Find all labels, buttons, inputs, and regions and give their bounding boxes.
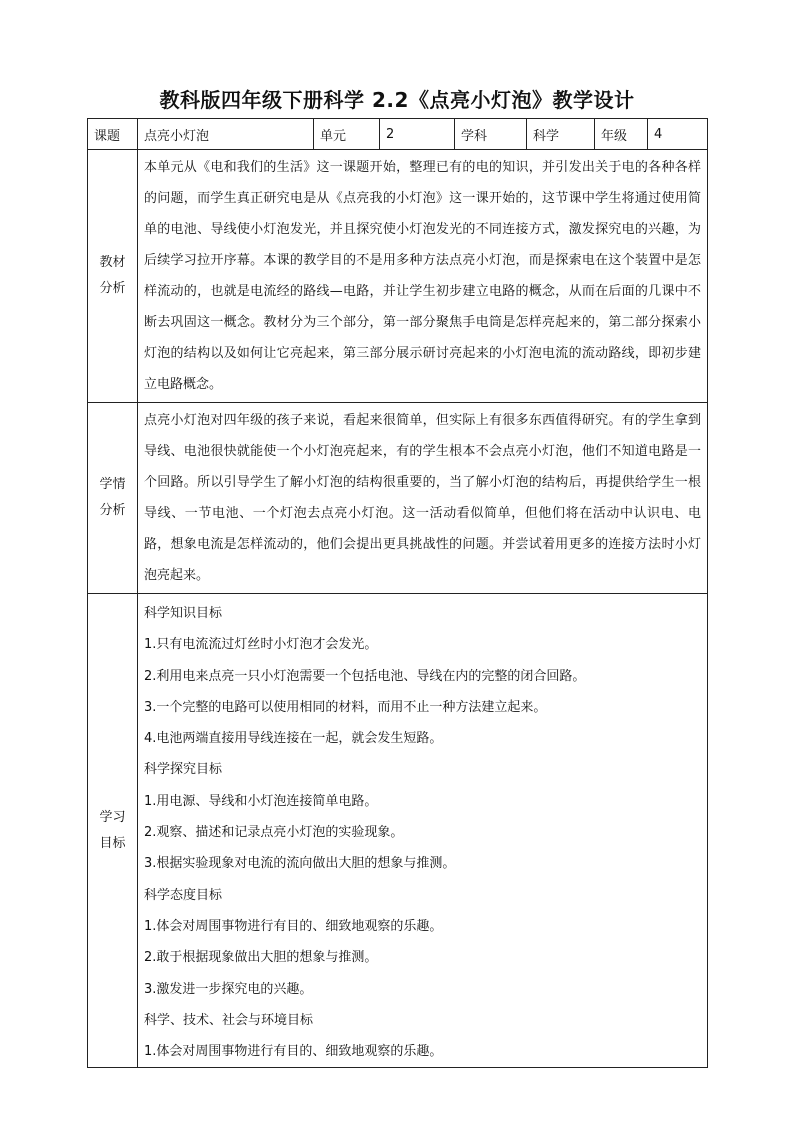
objective-item: 3.激发进一步探究电的兴趣。 bbox=[144, 981, 313, 997]
textbook-analysis-label: 教材 分析 bbox=[88, 150, 138, 403]
unit-label: 单元 bbox=[314, 119, 380, 150]
textbook-analysis-row bbox=[88, 150, 708, 403]
objectives-row bbox=[88, 594, 708, 1068]
subject-label: 学科 bbox=[455, 119, 527, 150]
document-title: 教科版四年级下册科学 2.2《点亮小灯泡》教学设计 bbox=[159, 88, 635, 112]
unit-value: 2 bbox=[380, 119, 455, 150]
objective-heading: 科学探究目标 bbox=[144, 762, 223, 778]
objective-item: 4.电池两端直接用导线连接在一起，就会发生短路。 bbox=[144, 731, 443, 747]
objective-item: 3.一个完整的电路可以使用相同的材料，而用不止一种方法建立起来。 bbox=[144, 699, 547, 715]
objective-item: 1.用电源、导线和小灯泡连接简单电路。 bbox=[144, 793, 378, 809]
topic-label: 课题 bbox=[88, 119, 138, 150]
objective-item: 2.利用电来点亮一只小灯泡需要一个包括电池、导线在内的完整的闭合回路。 bbox=[144, 668, 586, 684]
header-row bbox=[88, 119, 708, 150]
objective-heading: 科学、技术、社会与环境目标 bbox=[144, 1012, 314, 1028]
grade-value: 4 bbox=[648, 119, 708, 150]
objectives-label: 学习 目标 bbox=[88, 594, 138, 1068]
objective-item: 1.体会对周围事物进行有目的、细致地观察的乐趣。 bbox=[144, 918, 443, 934]
objective-item: 1.只有电流流过灯丝时小灯泡才会发光。 bbox=[144, 637, 378, 653]
textbook-analysis-text: 本单元从《电和我们的生活》这一课题开始，整理已有的电的知识，并引发出关于电的各种各样的问题，而学生真正研究电是从《点亮我的小灯泡》这一课开始的，这节课中学生将通过使用简单的电池、导线使小灯泡发光，并且探究使小灯泡发光的不同连接方式，激发探究电的兴趣，为后续学习拉开序幕。本课的教学目的不是用多种方法点亮小灯泡，而是探索电在这个装置中是怎样流动的，也就是电流经的路线—电路，并让学生初步建立电路的概念，从而在后面的几课中不断去巩固这一概念。教材分为三个部分，第一部分聚焦手电筒是怎样亮起来的，第二部分探索小灯泡的结构以及如何让它亮起来，第三部分展示研讨亮起来的小灯泡电流的流动路线，即初步建立电路概念。 bbox=[138, 150, 708, 403]
objective-item: 2.观察、描述和记录点亮小灯泡的实验现象。 bbox=[144, 825, 404, 841]
objectives-list bbox=[138, 594, 708, 1068]
objective-heading: 科学知识目标 bbox=[144, 606, 223, 621]
student-analysis-label: 学情 分析 bbox=[88, 403, 138, 594]
student-analysis-text: 点亮小灯泡对四年级的孩子来说，看起来很简单，但实际上有很多东西值得研究。有的学生拿到导线、电池很快就能使一个小灯泡亮起来，有的学生根本不会点亮小灯泡，他们不知道电路是一个回路。所以引导学生了解小灯泡的结构很重要的，当了解小灯泡的结构后，再提供给学生一根导线、一节电池、一个灯泡去点亮小灯泡。这一活动看似简单，但他们将在活动中认识电、电路，想象电流是怎样流动的，他们会提出更具挑战性的问题。并尝试着用更多的连接方法时小灯泡亮起来。 bbox=[138, 403, 708, 594]
grade-label: 年级 bbox=[595, 119, 648, 150]
student-analysis-row bbox=[88, 403, 708, 594]
topic-value: 点亮小灯泡 bbox=[138, 119, 314, 150]
objective-item: 3.根据实验现象对电流的流向做出大胆的想象与推测。 bbox=[144, 856, 456, 872]
objective-item: 1.体会对周围事物进行有目的、细致地观察的乐趣。 bbox=[144, 1044, 443, 1060]
objective-heading: 科学态度目标 bbox=[144, 887, 223, 903]
subject-value: 科学 bbox=[527, 119, 595, 150]
objective-item: 2.敢于根据现象做出大胆的想象与推测。 bbox=[144, 950, 378, 966]
lesson-plan-table bbox=[87, 118, 708, 1068]
